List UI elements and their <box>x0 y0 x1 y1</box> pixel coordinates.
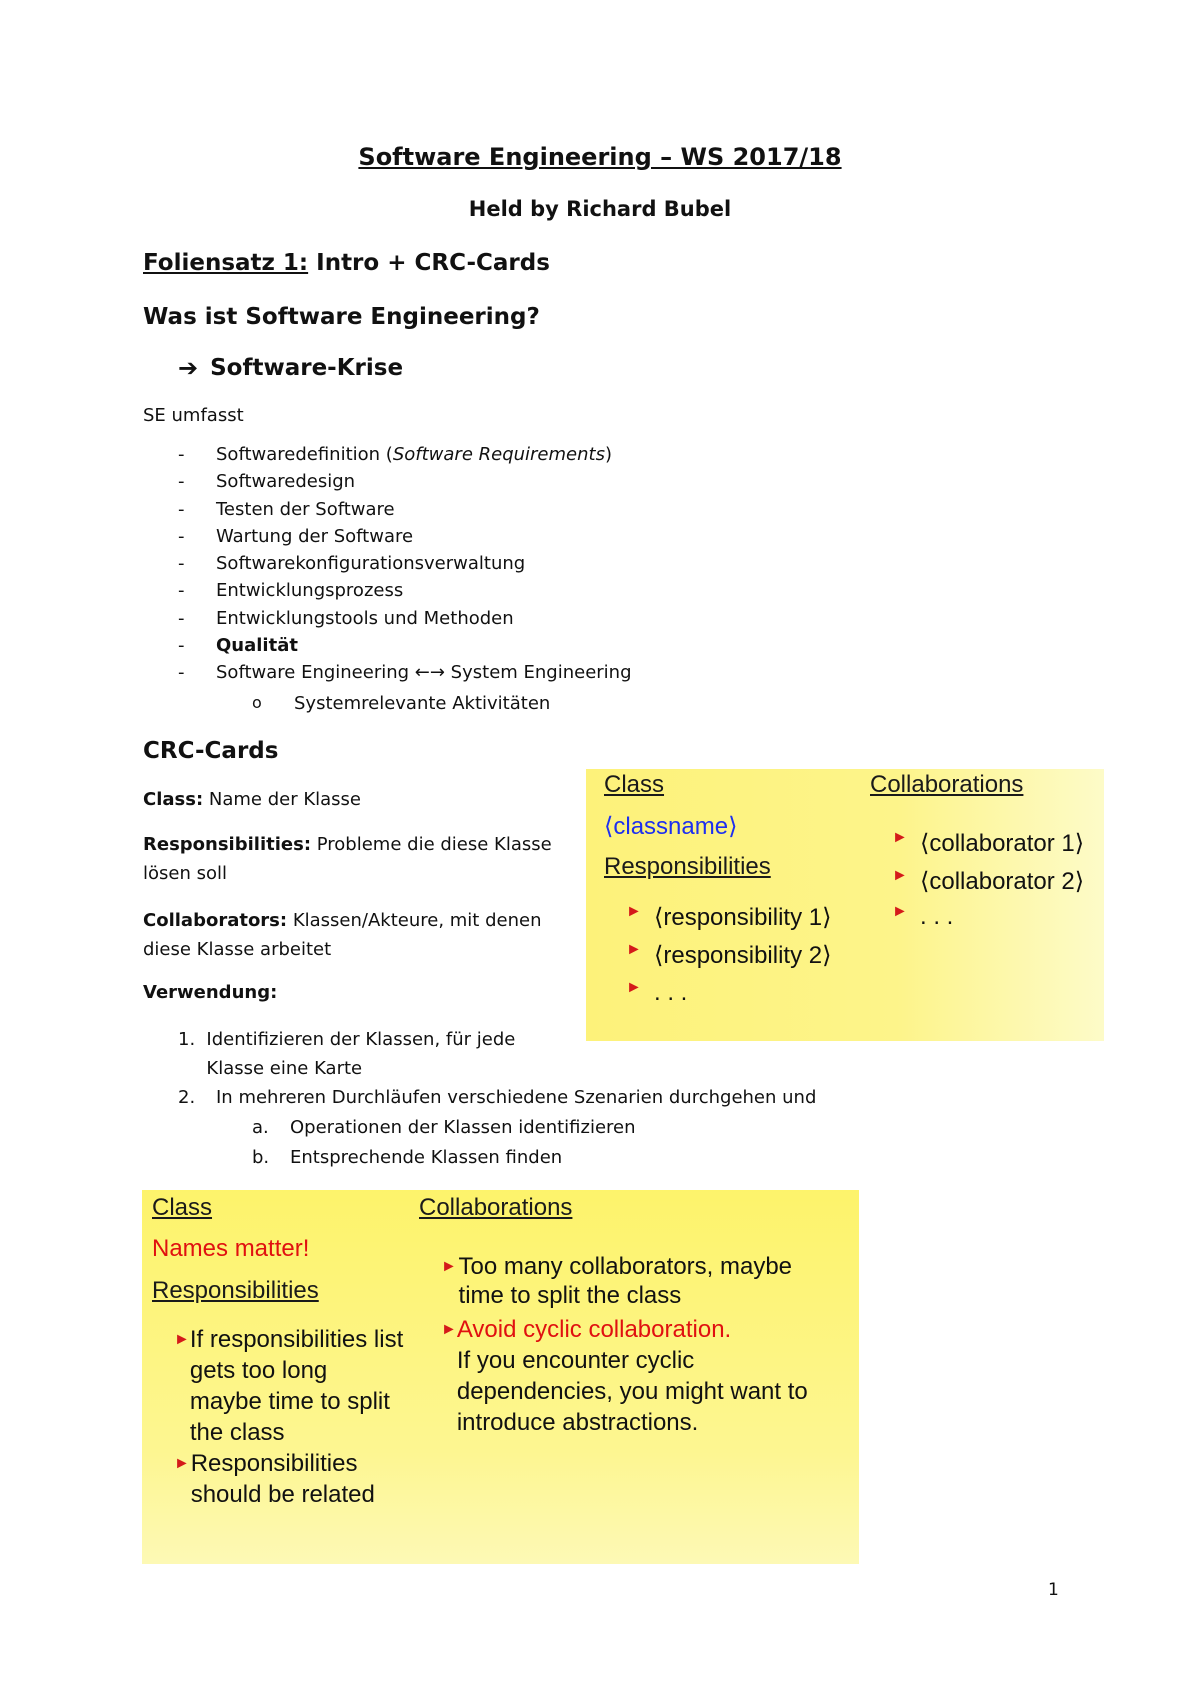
list-item <box>178 608 632 635</box>
right-arrow-icon: ➔ <box>178 354 199 382</box>
dash-bullet-icon: - <box>178 553 185 575</box>
dash-bullet-icon: - <box>178 635 185 657</box>
dash-bullet-icon: - <box>178 607 185 629</box>
bullet-text: Wartung der Software <box>216 525 414 547</box>
list-item <box>178 444 632 471</box>
bullet-text-end: ) <box>604 444 612 465</box>
substep-text: Entsprechende Klassen finden <box>290 1147 563 1168</box>
red-triangle-bullet-icon: ► <box>626 941 642 958</box>
card-collaborations-heading: Collaborations <box>419 1194 573 1221</box>
red-triangle-bullet-icon: ► <box>626 979 642 996</box>
responsibilities-label: Responsibilities: <box>143 834 312 855</box>
bullet-italic-text: Software Requirements <box>392 444 605 465</box>
substep-letter: b. <box>252 1147 270 1168</box>
class-text: Name der Klasse <box>203 789 361 810</box>
step-number: 2. <box>178 1087 196 1108</box>
card-responsibility-item <box>626 979 687 1007</box>
collaborator-text: If you encounter cyclic dependencies, you might want to introduce abstractions. <box>456 1347 808 1436</box>
responsibility-text: . . . <box>654 979 688 1006</box>
what-heading: Was ist Software Engineering? <box>143 304 540 330</box>
page-number: 1 <box>1048 1580 1059 1600</box>
red-triangle-bullet-icon: ► <box>174 1455 190 1472</box>
krise-text: Software-Krise <box>210 355 404 381</box>
list-item <box>178 471 632 498</box>
crc-heading: CRC-Cards <box>143 738 279 764</box>
bullet-text: Softwaredefinition ( <box>216 444 393 465</box>
crc-card-advice <box>142 1190 859 1564</box>
card-collaborator-item <box>892 829 1084 858</box>
red-triangle-bullet-icon: ► <box>892 829 908 846</box>
step-text: In mehreren Durchläufen verschiedene Szenarien durchgehen und <box>216 1087 817 1108</box>
list-item <box>178 662 632 689</box>
red-triangle-bullet-icon: ► <box>441 1258 457 1275</box>
krise-line <box>178 354 403 382</box>
collaborators-text: Klassen/Akteure, mit denen diese Klasse arbeitet <box>143 910 542 960</box>
step-item <box>178 1083 898 1112</box>
collaborator-text: ⟨collaborator 1⟩ <box>920 830 1085 857</box>
list-item <box>178 526 632 553</box>
bullet-text: Entwicklungstools und Methoden <box>216 607 514 629</box>
card-responsibilities-heading: Responsibilities <box>152 1277 319 1304</box>
dash-bullet-icon: - <box>178 525 185 547</box>
step-item <box>178 1025 558 1083</box>
responsibility-text: Responsibilities should be related <box>190 1450 375 1508</box>
card-collaborator-item <box>892 867 1084 896</box>
bullet-text: Entwicklungsprozess <box>216 580 404 602</box>
red-triangle-bullet-icon: ► <box>892 867 908 884</box>
card-responsibilities-heading: Responsibilities <box>604 853 771 880</box>
document-title: Software Engineering – WS 2017/18 <box>358 143 842 171</box>
responsibilities-text: Probleme die diese Klasse lösen soll <box>143 834 552 884</box>
bullet-text-bold: Qualität <box>216 635 298 657</box>
document-subtitle: Held by Richard Bubel <box>468 197 732 221</box>
bullet-text: Softwarekonfigurationsverwaltung <box>216 553 526 575</box>
card-class-heading: Class <box>152 1194 213 1221</box>
red-triangle-bullet-icon: ► <box>626 903 642 920</box>
red-triangle-bullet-icon: ► <box>441 1321 457 1338</box>
class-definition <box>143 785 553 814</box>
card-responsibility-item <box>174 1448 404 1510</box>
responsibility-text: ⟨responsibility 2⟩ <box>654 942 832 969</box>
dash-bullet-icon: - <box>178 498 185 520</box>
crc-card-template <box>586 769 1104 1041</box>
collaborators-definition <box>143 906 553 964</box>
substep-letter: a. <box>252 1117 269 1138</box>
card-class-heading: Class <box>604 771 665 798</box>
class-label: Class: <box>143 789 204 810</box>
dash-bullet-icon: - <box>178 580 185 602</box>
sub-bullet-text: Systemrelevante Aktivitäten <box>294 693 551 714</box>
responsibility-text: If responsibilities list gets too long maybe time to split the class <box>189 1326 404 1446</box>
red-triangle-bullet-icon: ► <box>174 1331 190 1348</box>
card-classname: ⟨classname⟩ <box>604 813 738 840</box>
sub-bullet <box>252 693 550 714</box>
circle-bullet-icon: o <box>252 693 262 712</box>
se-umfasst-label: SE umfasst <box>143 405 244 426</box>
dash-bullet-icon: - <box>178 444 185 465</box>
list-item <box>178 553 632 580</box>
bullet-text: Software Engineering ←→ System Engineering <box>216 662 632 684</box>
responsibility-text: ⟨responsibility 1⟩ <box>654 904 832 931</box>
slides-topic: Intro + CRC-Cards <box>308 250 550 276</box>
list-item <box>178 499 632 526</box>
card-responsibility-item <box>626 941 831 970</box>
substep-item <box>252 1117 636 1138</box>
names-matter-text: Names matter! <box>152 1235 310 1262</box>
card-collaborator-item <box>441 1314 821 1438</box>
se-bullet-list <box>178 444 632 690</box>
collaborator-text: . . . <box>920 903 954 930</box>
substep-text: Operationen der Klassen identifizieren <box>290 1117 636 1138</box>
step-number: 1. <box>178 1029 196 1050</box>
responsibilities-definition <box>143 830 553 888</box>
card-responsibility-item <box>626 903 831 932</box>
substep-item <box>252 1147 562 1168</box>
card-responsibility-item <box>174 1324 404 1448</box>
step-text: Identifizieren der Klassen, für jede Klasse eine Karte <box>206 1029 516 1079</box>
dash-bullet-icon: - <box>178 471 185 493</box>
cyclic-warning-text: Avoid cyclic collaboration. <box>456 1316 732 1343</box>
slides-label: Foliensatz 1: <box>143 250 309 276</box>
card-collaborator-item <box>892 903 953 931</box>
list-item <box>178 580 632 607</box>
verwendung-heading: Verwendung: <box>143 982 278 1003</box>
card-collaborator-item <box>441 1252 811 1310</box>
bullet-text: Testen der Software <box>216 498 395 520</box>
collaborator-text: ⟨collaborator 2⟩ <box>920 868 1085 895</box>
collaborators-label: Collaborators: <box>143 910 288 931</box>
red-triangle-bullet-icon: ► <box>892 903 908 920</box>
bullet-text: Softwaredesign <box>216 471 356 493</box>
slides-heading <box>143 250 550 276</box>
card-collaborations-heading: Collaborations <box>870 771 1024 798</box>
collaborator-text: Too many collaborators, maybe time to split the class <box>458 1253 793 1309</box>
list-item <box>178 635 632 662</box>
dash-bullet-icon: - <box>178 662 185 684</box>
